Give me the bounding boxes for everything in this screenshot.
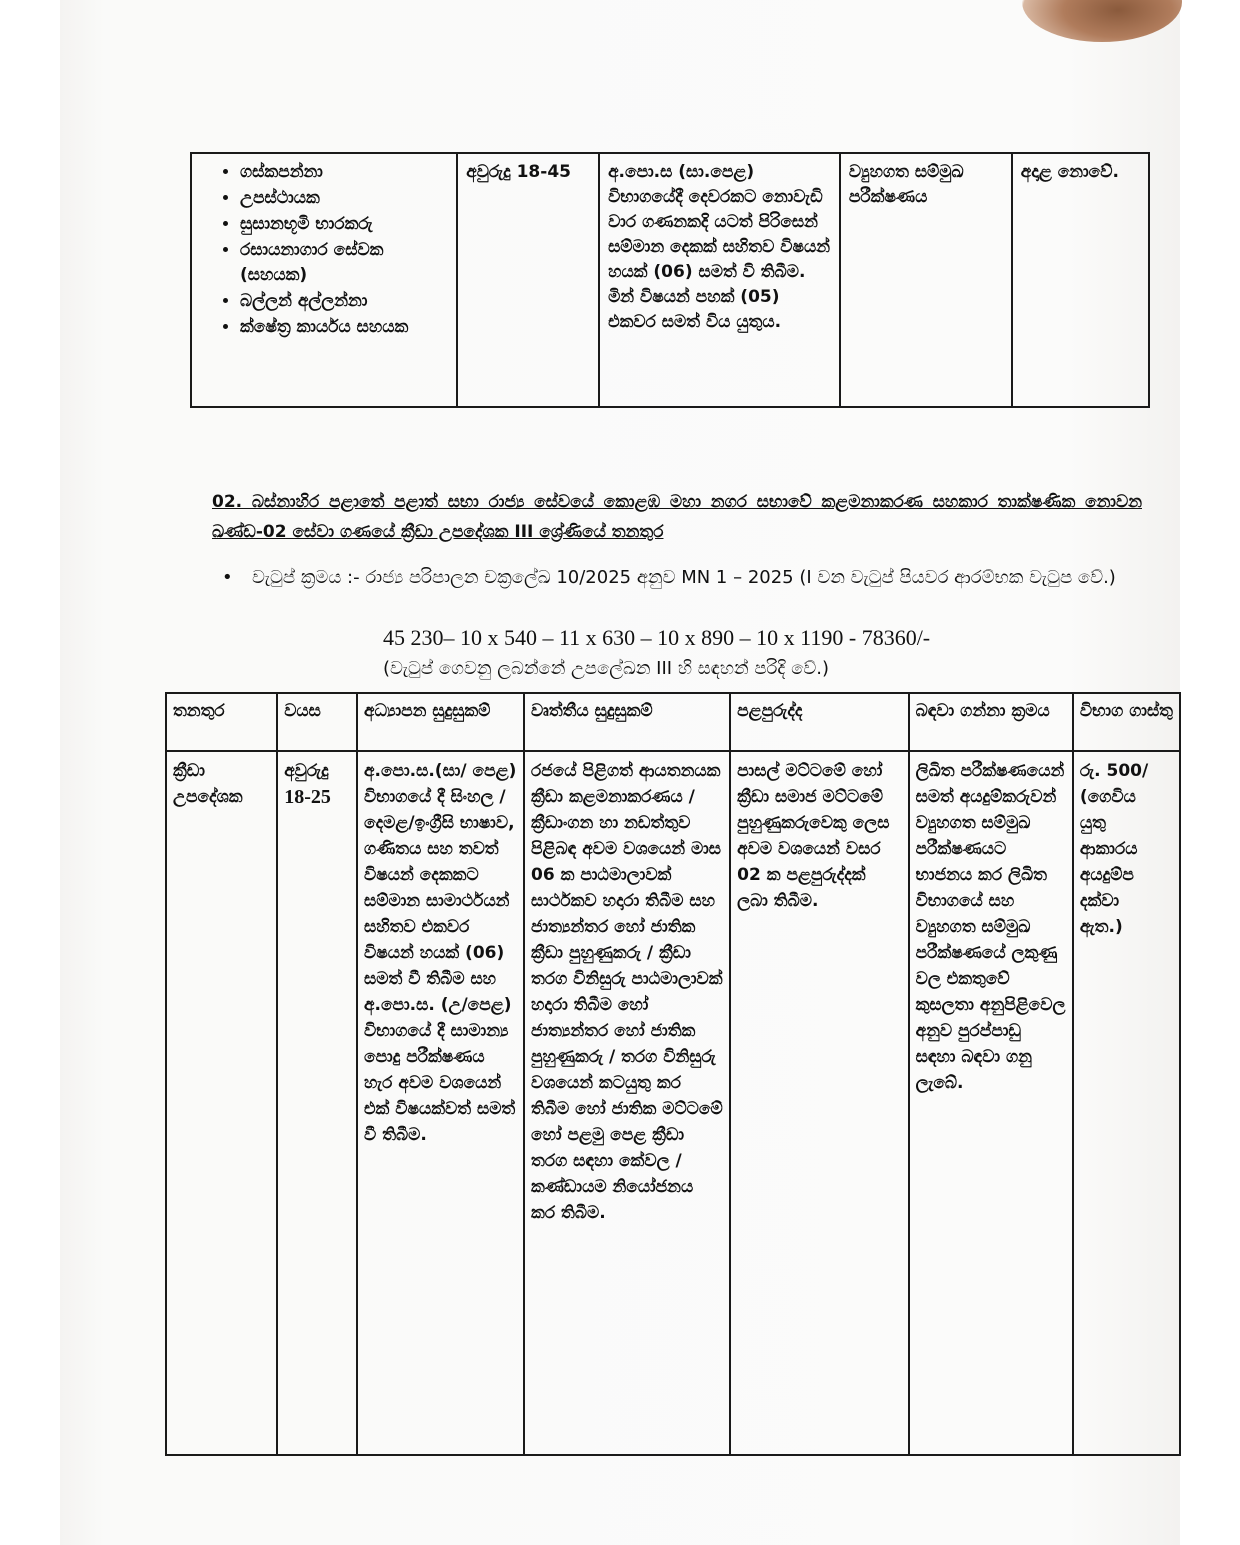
fee-line: ආකාරය: [1079, 839, 1138, 859]
professional-cell: රජයේ පිළිගත් ආයතනයක ක්‍රීඩා කළමනාකරණය / ක්‍රීඩාංගන හා නඩත්තුව පිළිබඳ අවම වශයෙන් මාස 06 ක පාඨමාලාවක් සාර්ථකව හදාරා තිබීම සහ ජාත්‍යන්තර හෝ ජාතික ක්‍රීඩා පුහුණුකරු / ක්‍රීඩා තරග විනිසුරු පාඨමාලාවක් හදාරා තිබීම හෝ ජාත්‍යන්තර හෝ ජාතික පුහුණුකරු / තරග විනිසුරු වශයෙන් කටයුතු කර තිබීම හෝ ජාතික මට්ටමේ හෝ පළමු පෙළ ක්‍රීඩා තරග සඳහා කේවල / කණ්ඩායම නියෝජනය කර තිබීම.: [524, 751, 730, 1455]
fee-cell: [1073, 751, 1180, 1455]
list-item: • රසායනාගාර සේවක (සහයක): [240, 238, 448, 288]
list-item: • ගස්කපන්නා: [240, 160, 448, 185]
header-recruitment: බඳවා ගන්නා ක්‍රමය: [909, 693, 1073, 751]
age-cell: [277, 751, 357, 1455]
table-row: [166, 751, 1180, 1455]
fee-line: (ගෙවිය: [1079, 787, 1136, 807]
salary-text: වැටුප් ක්‍රමය :- රාජ්‍ය පරිපාලන චක්‍රලේඛ 10/2025 අනුව MN 1 – 2025 (I වන වැටුප් පියවර ආරම්භක වැටුප වේ.): [252, 567, 1116, 588]
bullet-dot: •: [222, 567, 233, 588]
list-item: • උපස්ථායක: [240, 186, 448, 211]
salary-scale: 45 230– 10 x 540 – 11 x 630 – 10 x 890 – 10 x 1190 - 78360/-: [383, 625, 931, 650]
header-experience: පළපුරුද්ද: [730, 693, 908, 751]
post-cell: ක්‍රීඩා උපදේශක: [166, 751, 277, 1455]
fee-line: දක්වා: [1079, 891, 1120, 911]
top-posts-table: [190, 152, 1150, 408]
fee-line: අයදුම්ප: [1079, 865, 1134, 885]
salary-note: (වැටුප් ගෙවනු ලබන්නේ උපලේඛන III හි සඳහන් පරිදි වේ.): [383, 658, 830, 679]
fee-line: යුතු: [1079, 813, 1106, 833]
posts-cell: [191, 153, 457, 407]
fee-line: ඇත.): [1079, 917, 1123, 937]
header-post: තනතුර: [166, 693, 277, 751]
qualifications-table: [165, 692, 1181, 1456]
fee-line: රු. 500/: [1079, 761, 1149, 781]
fee-cell: අදාළ නොවේ.: [1012, 153, 1149, 407]
list-item: • සුසානභූමි භාරකරු: [240, 212, 448, 237]
recruitment-cell: ව්‍යුහගත සම්මුඛ පරීක්ෂණය: [840, 153, 1012, 407]
posts-list: [200, 160, 448, 340]
recruitment-cell: ලිඛිත පරීක්ෂණයෙන් සමත් අයදුම්කරුවන් ව්‍යුහගත සම්මුඛ පරීක්ෂණයට භාජනය කර ලිඛිත විභාගයේ සහ ව්‍යුහගත සම්මුඛ පරීක්ෂණයේ ලකුණු වල එකතුවේ කුසලතා අනුපිළිවෙල අනුව පුරප්පාඩු සඳහා බඳවා ගනු ලැබේ.: [909, 751, 1073, 1455]
list-item: • ක්ෂේත්‍ර කාර්යය සහයක: [240, 315, 448, 340]
age-label: අවුරුදු: [284, 761, 329, 781]
section-heading: 02. බස්නාහිර පළාතේ පළාත් සභා රාජ්‍ය සේවයේ කොළඹ මහා නගර සභාවේ කළමනාකරණ සහකාර තාක්ෂණික නොවන ඛණ්ඩ-02 සේවා ගණයේ ක්‍රීඩා උපදේශක III ශ්‍රේණියේ තනතුර: [212, 492, 1142, 542]
age-cell: අවුරුදු 18-45: [457, 153, 599, 407]
header-age: වයස: [277, 693, 357, 751]
education-cell: අ.පො.ස.(සා/ පෙළ) විභාගයේ දී සිංහල /දෙමළ/ඉංග්‍රීසි භාෂාව, ගණිතය සහ තවත් විෂයන් දෙකකට සම්මාන සාමාර්ථයන් සහිතව එකවර විෂයන් හයක් (06) සමත් වී තිබීම සහ අ.පො.ස. (උ/පෙළ) විභාගයේ දී සාමාන්‍ය පොදු පරීක්ෂණය හැර අවම වශයෙන් එක් විෂයක්වත් සමත් වී තිබීම.: [357, 751, 524, 1455]
header-fee: විභාග ගාස්තු: [1073, 693, 1180, 751]
age-value: 18-25: [284, 786, 331, 808]
experience-cell: පාසල් මට්ටමේ හෝ ක්‍රීඩා සමාජ මට්ටමේ පුහුණුකරුවෙකු ලෙස අවම වශයෙන් වසර 02 ක පළපුරුද්දක් ලබා තිබීම.: [730, 751, 908, 1455]
header-education: අධ්‍යාපන සුදුසුකම්: [357, 693, 524, 751]
list-item: • බල්ලන් අල්ලන්නා: [240, 289, 448, 314]
education-cell: අ.පො.ස (සා.පෙළ) විභාගයේදී දෙවරකට නොවැඩි වාර ගණනකදි යටත් පිරිසෙන් සම්මාන දෙකක් සහිතව විෂයන් හයක් (06) සමත් වි තිබීම. මින් විෂයන් පහක් (05) එකවර සමත් විය යුතුය.: [599, 153, 840, 407]
table-row: [191, 153, 1149, 407]
header-professional: වෘත්තීය සුදුසුකම්: [524, 693, 730, 751]
table-header-row: [166, 693, 1180, 751]
salary-bullet: [222, 563, 1142, 592]
